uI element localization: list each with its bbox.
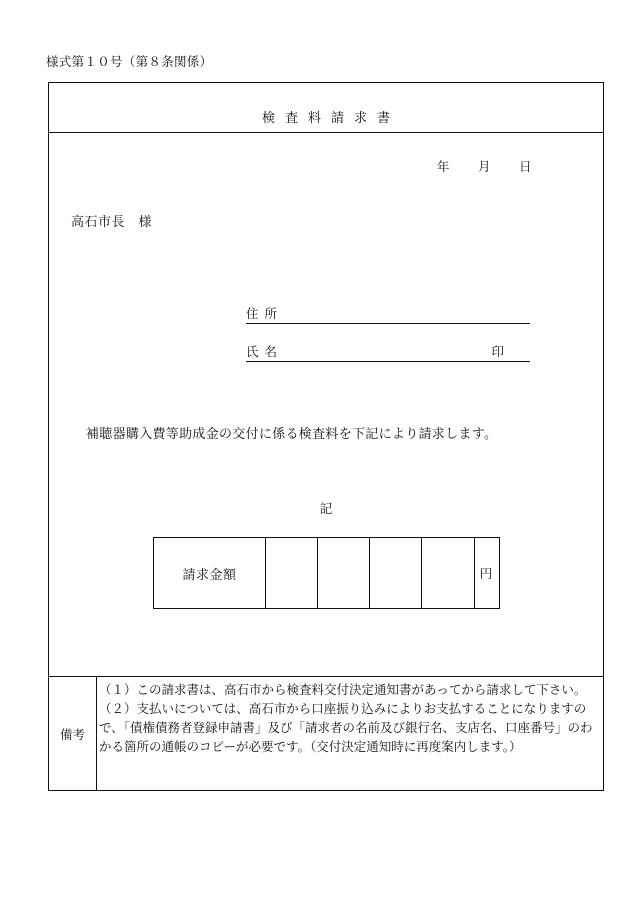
amount-digit-cell[interactable] [318,538,370,608]
remark-note-1: （１）この請求書は、高石市から検査料交付決定通知書があってから請求して下さい。 [99,682,587,697]
invoice-frame [48,82,604,791]
date-year: 年 [437,159,450,174]
remarks-section [49,676,603,790]
name-field[interactable] [246,343,530,362]
document-title: 検査料請求書 [261,111,400,126]
amount-digit-cell[interactable] [422,538,475,608]
amount-table [153,537,500,609]
address-field[interactable] [246,305,530,324]
date-day: 日 [519,159,532,174]
remarks-label: 備考 [49,677,97,790]
remark-note-2: （２）支払いについては、高石市から口座振り込みによりお支払することになりますので、「債権債務者登録申請書」及び「請求者の名前及び銀行名、支店名、口座番号」のわかる箇所の通帳のコピーが必要です。（交付決定通知時に再度案内します。） [99,701,593,754]
amount-digit-cell[interactable] [370,538,422,608]
amount-digit-cell[interactable] [266,538,318,608]
name-label: 氏名 [246,344,284,359]
amount-label: 請求金額 [154,538,266,608]
form-number-label: 様式第１０号（第８条関係） [46,54,213,69]
date-month: 月 [478,159,491,174]
remarks-body [99,680,601,756]
addressee: 高石市長 様 [71,215,153,230]
yen-unit: 円 [479,566,493,581]
title-row [49,83,603,133]
request-statement: 補聴器購入費等助成金の交付に係る検査料を下記により請求します。 [86,427,498,442]
address-label: 住所 [246,306,284,321]
ki-heading: 記 [319,501,333,516]
seal-mark: 印 [491,344,504,359]
